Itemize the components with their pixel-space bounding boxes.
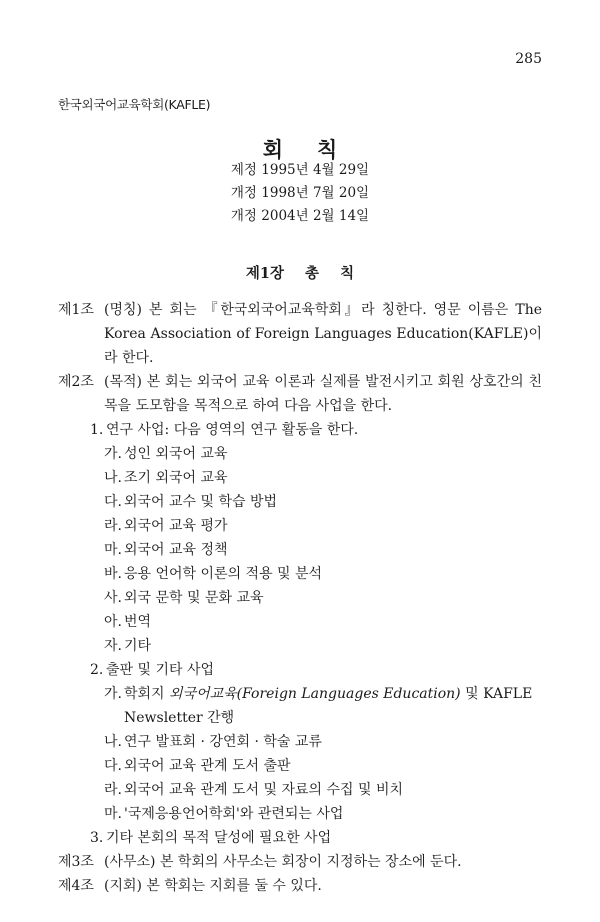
list-item-text: 외국어 교육 관계 도서 출판 xyxy=(124,758,291,774)
article-label: 제3조 xyxy=(58,854,94,870)
list-item-number: 나. xyxy=(104,470,122,486)
list-item-number: 마. xyxy=(104,806,122,822)
article-4 xyxy=(58,874,542,898)
list-item-text: 외국어 교수 및 학습 방법 xyxy=(124,494,278,510)
list-item xyxy=(58,610,542,634)
list-item-text: 외국 문학 및 문화 교육 xyxy=(124,590,264,606)
chapter-title: 총 칙 xyxy=(305,265,355,282)
list-item xyxy=(58,538,542,562)
program-text: 연구 사업: 다음 영역의 연구 활동을 한다. xyxy=(106,422,359,438)
list-item-text: 외국어 교육 평가 xyxy=(124,518,228,534)
article-label: 제2조 xyxy=(58,374,94,390)
program-number: 1. xyxy=(90,422,104,438)
page-title: 회칙 xyxy=(262,137,372,162)
list-item-number: 라. xyxy=(104,782,122,798)
date-amended-1: 개정 1998년 7월 20일 xyxy=(230,185,370,201)
article-text: (지회) 본 학회는 지회를 둘 수 있다. xyxy=(104,878,322,894)
list-item xyxy=(58,562,542,586)
list-item-number: 마. xyxy=(104,542,122,558)
chapter-heading xyxy=(0,262,600,283)
program-number: 3. xyxy=(90,830,104,846)
running-header: 한국외국어교육학회(KAFLE) xyxy=(58,97,211,112)
list-item-text: 외국어 교육 정책 xyxy=(124,542,228,558)
program-item xyxy=(58,418,542,442)
list-item-text-post: 및 KAFLE Newsletter 간행 xyxy=(124,686,533,726)
program-item xyxy=(58,826,542,850)
program-number: 2. xyxy=(90,662,104,678)
list-item-text: '국제응용언어학회'와 관련되는 사업 xyxy=(124,806,344,822)
list-item-number: 다. xyxy=(104,494,122,510)
list-item xyxy=(58,730,542,754)
list-item xyxy=(58,490,542,514)
list-item-number: 바. xyxy=(104,566,122,582)
list-item-text: 번역 xyxy=(124,614,152,630)
list-item-text-pre: 학회지 xyxy=(124,686,170,702)
article-label: 제1조 xyxy=(58,302,94,318)
date-enacted: 제정 1995년 4월 29일 xyxy=(230,162,370,178)
list-item-number: 사. xyxy=(104,590,122,606)
list-item xyxy=(58,634,542,658)
list-item-text: 기타 xyxy=(124,638,152,654)
list-item xyxy=(58,802,542,826)
enactment-dates xyxy=(0,159,600,228)
article-label: 제4조 xyxy=(58,878,94,894)
list-item-number: 아. xyxy=(104,614,122,630)
chapter-label: 제1장 xyxy=(245,265,284,282)
list-item-text: 성인 외국어 교육 xyxy=(124,446,228,462)
list-item-text: 조기 외국어 교육 xyxy=(124,470,228,486)
list-item-number: 다. xyxy=(104,758,122,774)
list-item xyxy=(58,442,542,466)
article-2 xyxy=(58,370,542,418)
list-item xyxy=(58,466,542,490)
list-item-number: 라. xyxy=(104,518,122,534)
date-amended-2: 개정 2004년 2월 14일 xyxy=(230,208,370,224)
program-item xyxy=(58,658,542,682)
list-item-number: 가. xyxy=(104,686,122,702)
list-item-number: 자. xyxy=(104,638,122,654)
program-text: 출판 및 기타 사업 xyxy=(106,662,215,678)
article-text: (사무소) 본 학회의 사무소는 회장이 지정하는 장소에 둔다. xyxy=(104,854,462,870)
journal-title: 외국어교육(Foreign Languages Education) xyxy=(169,686,461,702)
list-item xyxy=(58,754,542,778)
list-item-text: 외국어 교육 관계 도서 및 자료의 수집 및 비치 xyxy=(124,782,404,798)
list-item xyxy=(58,586,542,610)
article-text: (명칭) 본 회는 『한국외국어교육학회』라 칭한다. 영문 이름은 The Korea Association of Foreign Languages Education(KAFLE)이라 한다. xyxy=(104,302,542,366)
article-3 xyxy=(58,850,542,874)
program-text: 기타 본회의 목적 달성에 필요한 사업 xyxy=(106,830,332,846)
list-item xyxy=(58,514,542,538)
article-text: (목적) 본 회는 외국어 교육 이론과 실제를 발전시키고 회원 상호간의 친목을 도모함을 목적으로 하여 다음 사업을 한다. xyxy=(104,374,542,414)
list-item-text: 응용 언어학 이론의 적용 및 분석 xyxy=(124,566,323,582)
articles-body xyxy=(58,298,542,898)
list-item-text: 연구 발표회 · 강연회 · 학술 교류 xyxy=(124,734,322,750)
list-item-number: 가. xyxy=(104,446,122,462)
list-item xyxy=(58,778,542,802)
list-item-number: 나. xyxy=(104,734,122,750)
list-item xyxy=(58,682,542,730)
page-number: 285 xyxy=(515,51,542,67)
article-1 xyxy=(58,298,542,370)
